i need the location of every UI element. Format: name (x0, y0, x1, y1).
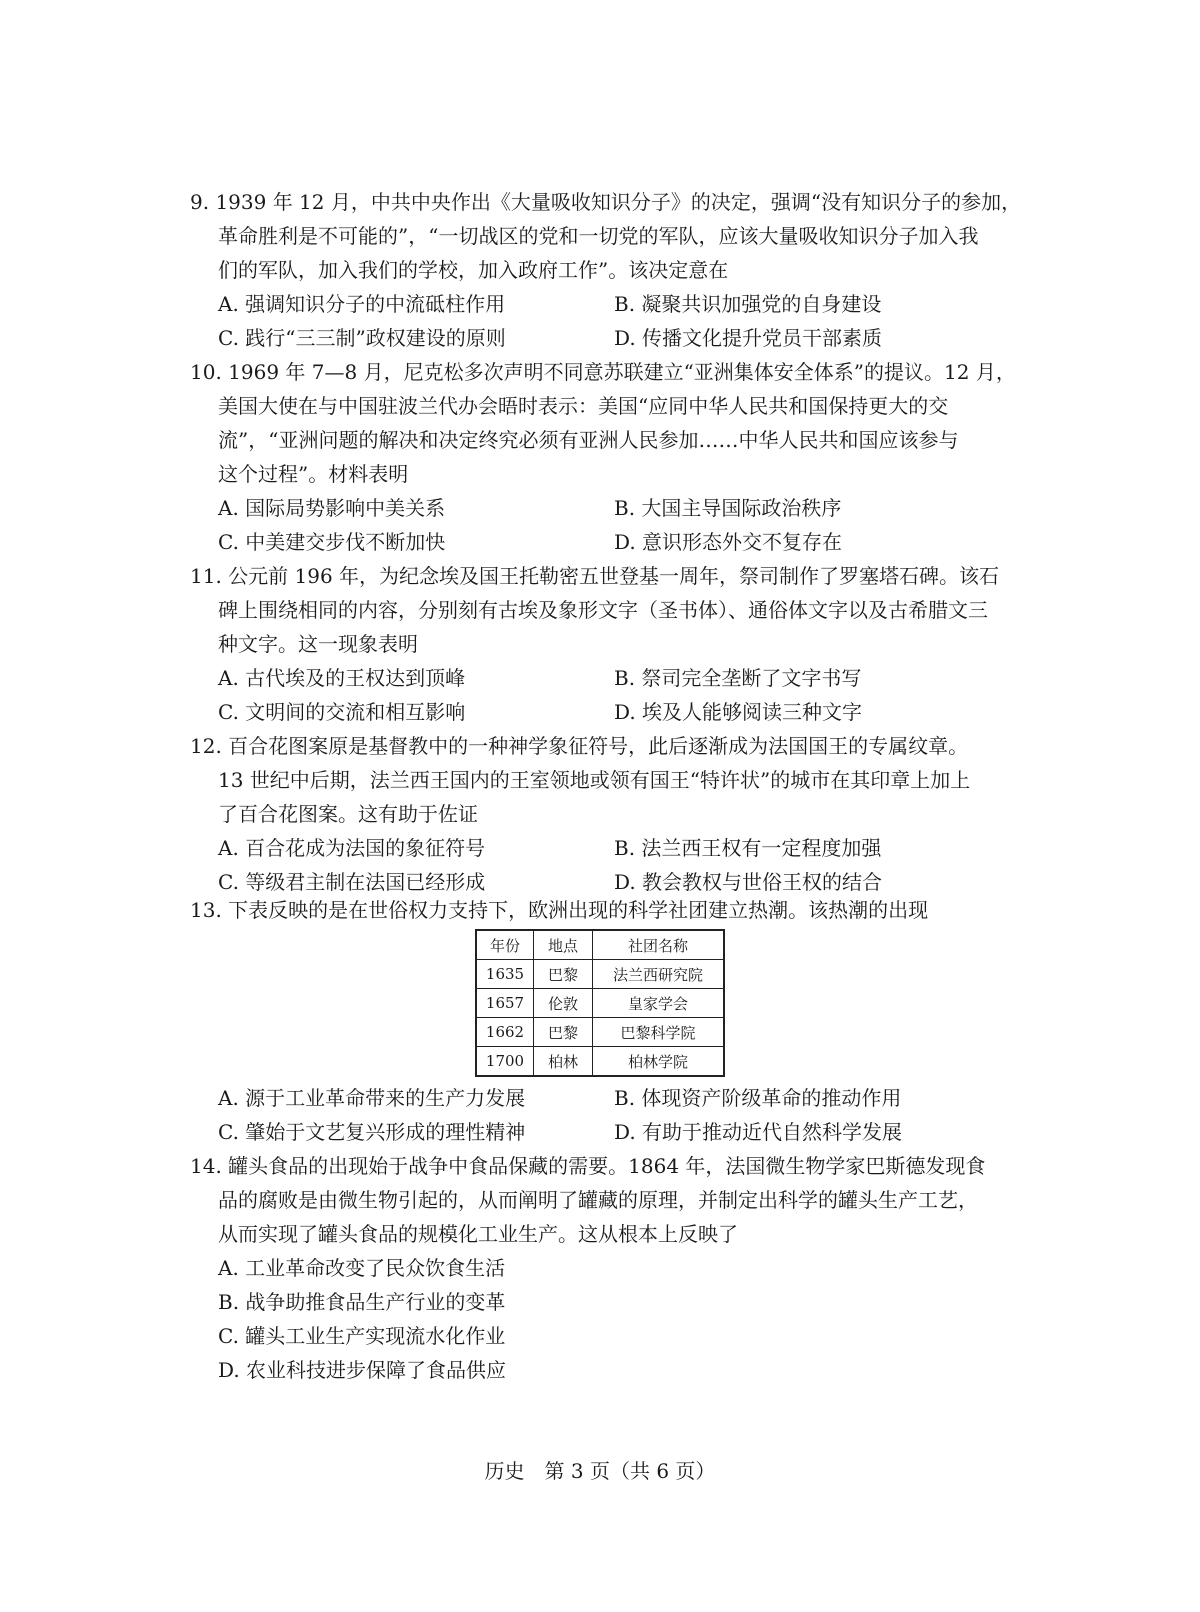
table-cell: 1700 (476, 1047, 534, 1077)
table-cell: 伦敦 (534, 989, 593, 1018)
question-line: 从而实现了罐头食品的规模化工业生产。这从根本上反映了 (218, 1222, 738, 1246)
question-line: 革命胜利是不可能的”，“一切战区的党和一切党的军队，应该大量吸收知识分子加入我 (218, 224, 979, 248)
table-cell: 柏林学院 (593, 1047, 725, 1077)
table-row (476, 989, 724, 1018)
table-row (476, 960, 724, 989)
table-row (476, 1047, 724, 1077)
table-cell: 1635 (476, 960, 534, 989)
option-d: D. 埃及人能够阅读三种文字 (614, 700, 863, 724)
option-c: C. 文明间的交流和相互影响 (218, 700, 466, 724)
question-line: 种文字。这一现象表明 (218, 632, 418, 656)
column-header: 地点 (534, 930, 593, 960)
column-header: 年份 (476, 930, 534, 960)
question-line: 流”，“亚洲问题的解决和决定终究必须有亚洲人民参加……中华人民共和国应该参与 (218, 428, 959, 452)
option-c: C. 中美建交步伐不断加快 (218, 530, 446, 554)
table-cell: 巴黎 (534, 1018, 593, 1047)
option-a: A. 强调知识分子的中流砥柱作用 (218, 292, 506, 316)
option-c: C. 肇始于文艺复兴形成的理性精神 (218, 1120, 526, 1144)
question-line: 美国大使在与中国驻波兰代办会晤时表示：美国“应同中华人民共和国保持更大的交 (218, 394, 949, 418)
table-header-row (476, 930, 724, 960)
question-line: 了百合花图案。这有助于佐证 (218, 802, 478, 826)
option-d: D. 传播文化提升党员干部素质 (614, 326, 883, 350)
option-c: C. 等级君主制在法国已经形成 (218, 870, 486, 894)
question-line: 们的军队，加入我们的学校，加入政府工作”。该决定意在 (218, 258, 729, 282)
question-line: 9. 1939 年 12 月，中共中央作出《大量吸收知识分子》的决定，强调“没有知识分子的参加， (190, 190, 1022, 214)
question-line: 13 世纪中后期，法兰西王国内的王室领地或领有国王“特许状”的城市在其印章上加上 (218, 768, 971, 792)
option-b: B. 法兰西王权有一定程度加强 (614, 836, 882, 860)
option-d: D. 农业科技进步保障了食品供应 (218, 1358, 507, 1382)
option-d: D. 教会教权与世俗王权的结合 (614, 870, 883, 894)
option-a: A. 国际局势影响中美关系 (218, 496, 446, 520)
question-line: 10. 1969 年 7—8 月，尼克松多次声明不同意苏联建立“亚洲集体安全体系”的提议。12 月， (190, 360, 1016, 384)
option-b: B. 体现资产阶级革命的推动作用 (614, 1086, 902, 1110)
option-b: B. 祭司完全垄断了文字书写 (614, 666, 862, 690)
option-a: A. 工业革命改变了民众饮食生活 (218, 1256, 506, 1280)
table-cell: 1657 (476, 989, 534, 1018)
question-line: 碑上围绕相同的内容，分别刻有古埃及象形文字（圣书体）、通俗体文字以及古希腊文三 (218, 598, 988, 622)
table-cell: 巴黎科学院 (593, 1018, 725, 1047)
question-line: 12. 百合花图案原是基督教中的一种神学象征符号，此后逐渐成为法国国王的专属纹章。 (190, 734, 969, 758)
table-cell: 柏林 (534, 1047, 593, 1077)
table-cell: 1662 (476, 1018, 534, 1047)
option-a: A. 古代埃及的王权达到顶峰 (218, 666, 466, 690)
column-header: 社团名称 (593, 930, 725, 960)
table-row (476, 1018, 724, 1047)
option-b: B. 战争助推食品生产行业的变革 (218, 1290, 506, 1314)
question-line: 品的腐败是由微生物引起的，从而阐明了罐藏的原理，并制定出科学的罐头生产工艺， (218, 1188, 978, 1212)
question-line: 13. 下表反映的是在世俗权力支持下，欧洲出现的科学社团建立热潮。该热潮的出现 (190, 898, 929, 922)
option-c: C. 罐头工业生产实现流水化作业 (218, 1324, 506, 1348)
option-b: B. 凝聚共识加强党的自身建设 (614, 292, 882, 316)
option-d: D. 意识形态外交不复存在 (614, 530, 843, 554)
option-a: A. 百合花成为法国的象征符号 (218, 836, 486, 860)
page-footer: 历史 第 3 页（共 6 页） (484, 1459, 716, 1483)
table-cell: 巴黎 (534, 960, 593, 989)
question-line: 14. 罐头食品的出现始于战争中食品保藏的需要。1864 年，法国微生物学家巴斯德发现食 (190, 1154, 986, 1178)
table-cell: 法兰西研究院 (593, 960, 725, 989)
science-society-table (475, 929, 725, 1077)
option-c: C. 践行“三三制”政权建设的原则 (218, 326, 506, 350)
option-b: B. 大国主导国际政治秩序 (614, 496, 842, 520)
option-d: D. 有助于推动近代自然科学发展 (614, 1120, 903, 1144)
table-cell: 皇家学会 (593, 989, 725, 1018)
question-line: 这个过程”。材料表明 (218, 462, 409, 486)
question-line: 11. 公元前 196 年，为纪念埃及国王托勒密五世登基一周年，祭司制作了罗塞塔石碑。该石 (190, 564, 1000, 588)
option-a: A. 源于工业革命带来的生产力发展 (218, 1086, 526, 1110)
